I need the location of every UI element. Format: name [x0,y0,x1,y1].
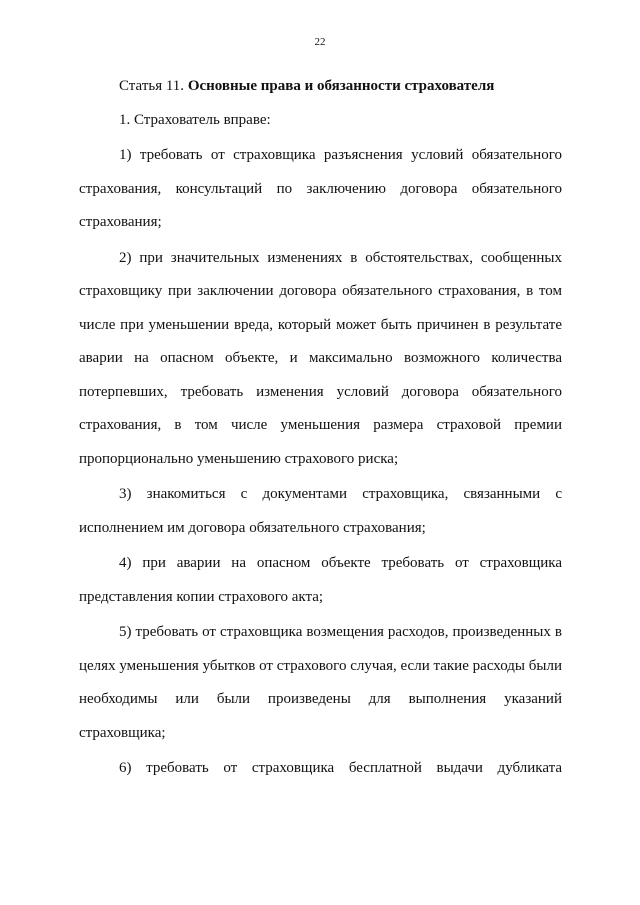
article-heading [79,70,562,104]
paragraph-item-4: 4) при аварии на опасном объекте требовать от страховщика представления копии страхового акта; [79,555,562,605]
paragraph-rights-intro: 1. Страхователь вправе: [119,111,271,128]
paragraph-item-5: 5) требовать от страховщика возмещения расходов, произведенных в целях уменьшения убытков от страхового случая, если такие расходы были необходимы или были произведены для выполнения указаний страховщика; [79,624,562,741]
paragraph-item-2: 2) при значительных изменениях в обстоятельствах, сообщенных страховщику при заключении договора обязательного страхования, в том числе при уменьшении вреда, который может быть причинен в результате аварии на опасном объекте, и максимально возможного количества потерпевших, требовать изменения условий договора обязательного страхования, в том числе уменьшения размера страховой премии пропорционально уменьшению страхового риска; [79,249,562,467]
paragraph-item-3: 3) знакомиться с документами страховщика, связанными с исполнением им договора обязательного страхования; [79,486,562,536]
paragraph-item-1: 1) требовать от страховщика разъяснения условий обязательного страхования, консультаций по заключению договора обязательного страхования; [79,147,562,230]
article-title: Основные права и обязанности страхователя [187,78,495,94]
page-number: 22 [314,36,326,48]
document-body [79,70,562,786]
article-prefix: Статья 11. [119,78,188,94]
paragraph-item-6: 6) требовать от страховщика бесплатной выдачи дубликата [119,760,562,776]
